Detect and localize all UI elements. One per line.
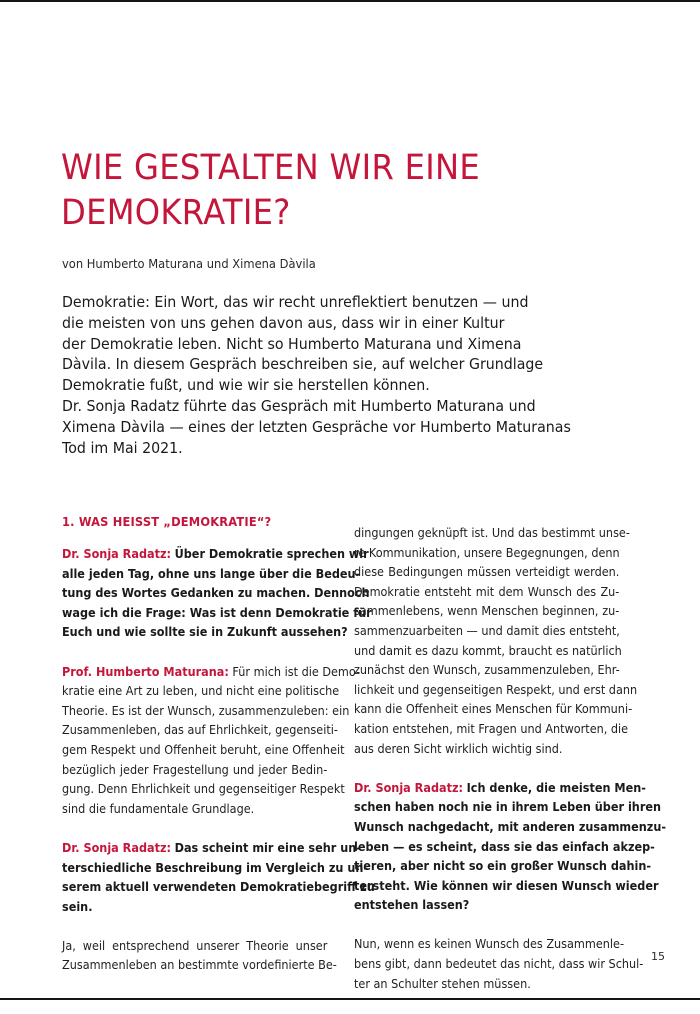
intro-line: Dàvila. In diesem Gespräch beschreiben sie, auf welcher Grundlage (62, 355, 544, 374)
paragraph-line: diese Bedingungen müssen verteidigt werden. (354, 565, 620, 580)
interview-question (62, 839, 375, 917)
paragraph-line: gem Respekt und Offenheit beruht, eine Offenheit (62, 742, 345, 757)
interview-question (354, 779, 667, 916)
article-title (61, 146, 576, 236)
interview-answer (354, 524, 638, 759)
paragraph-line: alle jeden Tag, ohne uns lange über die Bedeu- (62, 566, 361, 581)
paragraph-line: wage ich die Frage: Was ist denn Demokratie für (62, 605, 372, 620)
paragraph-line: zunächst den Wunsch, zusammenzuleben, Ehr- (354, 663, 620, 678)
paragraph-line: serem aktuell verwendeten Demokratiebegriff zu (62, 880, 375, 895)
paragraph-line: Dr. Sonja Radatz: Über Demokratie sprechen wir (62, 547, 369, 561)
top-border-rule (0, 0, 700, 2)
interview-question (62, 545, 372, 643)
paragraph-line: aus deren Sicht wirklich wichtig sind. (354, 741, 563, 756)
paragraph-line: bezüglich jeder Fragestellung und jeder Bedin- (62, 762, 328, 777)
paragraph-line: Zusammenleben, das auf Ehrlichkeit, gegenseiti- (62, 723, 338, 738)
article-intro (62, 292, 571, 458)
paragraph-line: tersteht. Wie können wir diesen Wunsch wieder (354, 878, 659, 893)
intro-line: der Demokratie leben. Nicht so Humberto Maturana und Ximena (62, 334, 522, 353)
paragraph-line: re Kommunikation, unsere Begegnungen, denn (354, 545, 620, 560)
speaker-label: Dr. Sonja Radatz: (354, 780, 464, 795)
paragraph-line: tung des Wortes Gedanken zu machen. Dennoch (62, 586, 370, 601)
interview-answer (62, 937, 337, 976)
paragraph-line: terschiedliche Beschreibung im Vergleich zu un- (62, 860, 369, 875)
interview-answer (354, 935, 644, 994)
interview-answer (62, 663, 361, 820)
paragraph-line: kation entstehen, mit Fragen und Antworten, die (354, 721, 629, 736)
paragraph-line: leben — es scheint, dass sie das einfach akzep- (354, 839, 655, 854)
paragraph-line: ter an Schulter stehen müssen. (354, 976, 531, 991)
intro-line: die meisten von uns gehen davon aus, dass wir in einer Kultur (62, 313, 505, 332)
paragraph-line: gung. Denn Ehrlichkeit und gegenseitiger Respekt (62, 782, 345, 797)
title-line-1: WIE GESTALTEN WIR EINE (61, 148, 480, 188)
section-heading: 1. WAS HEISST „DEMOKRATIE“? (62, 514, 272, 529)
paragraph-line: Prof. Humberto Maturana: Für mich ist die Demo- (62, 664, 361, 679)
paragraph-line: tieren, aber nicht so ein großer Wunsch dahin- (354, 859, 652, 874)
article-byline: von Humberto Maturana und Ximena Dàvila (62, 256, 316, 271)
paragraph-line: Dr. Sonja Radatz: Das scheint mir eine sehr un- (62, 840, 361, 855)
paragraph-line: Euch und wie sollte sie in Zukunft aussehen? (62, 625, 348, 640)
intro-line: Demokratie: Ein Wort, das wir recht unreflektiert benutzen — und (62, 293, 529, 311)
paragraph-line: Nun, wenn es keinen Wunsch des Zusammenle- (354, 937, 625, 952)
speaker-label: Dr. Sonja Radatz: (62, 840, 172, 855)
paragraph-line: kann die Offenheit eines Menschen für Kommuni- (354, 702, 633, 717)
paragraph-line: sind die fundamentale Grundlage. (62, 801, 255, 816)
paragraph-line: Demokratie entsteht mit dem Wunsch des Zu- (354, 584, 620, 599)
speaker-label: Prof. Humberto Maturana: (62, 664, 229, 679)
paragraph-line: bens gibt, dann bedeutet das nicht, dass wir Schul- (354, 957, 644, 972)
intro-line: Demokratie fußt, und wie wir sie herstellen können. (62, 376, 430, 395)
paragraph-line: Wunsch nachgedacht, mit anderen zusammenzu- (354, 819, 667, 834)
paragraph-line: kratie eine Art zu leben, und nicht eine politische (62, 684, 340, 699)
paragraph-line: schen haben noch nie in ihrem Leben über ihren (354, 800, 662, 815)
intro-line: Ximena Dàvila — eines der letzten Gespräche vor Humberto Maturanas (62, 417, 571, 436)
paragraph-line: Zusammenleben an bestimmte vordefinierte Be- (62, 958, 337, 973)
paragraph-line: sammenlebens, wenn Menschen beginnen, zu- (354, 604, 620, 619)
speaker-label: Dr. Sonja Radatz: (62, 547, 172, 561)
page-number: 15 (651, 950, 665, 963)
title-line-2: DEMOKRATIE? (61, 193, 291, 233)
paragraph-line: entstehen lassen? (354, 898, 470, 913)
paragraph-line: sammenzuarbeiten — und damit dies entsteht, (354, 623, 620, 638)
paragraph-line: Theorie. Es ist der Wunsch, zusammenzuleben: ein (62, 703, 350, 718)
paragraph-line: Dr. Sonja Radatz: Ich denke, die meisten Men- (354, 780, 646, 795)
intro-line: Dr. Sonja Radatz führte das Gespräch mit Humberto Maturana und (62, 396, 536, 415)
paragraph-line: und damit es dazu kommt, braucht es natürlich (354, 643, 622, 658)
paragraph-line: lichkeit und gegenseitigen Respekt, und erst dann (354, 682, 638, 697)
left-column (62, 514, 375, 996)
intro-line: Tod im Mai 2021. (62, 438, 183, 457)
paragraph-line: sein. (62, 899, 93, 914)
paragraph-line: Ja, weil entsprechend unserer Theorie unser (62, 938, 328, 953)
paragraph-line: dingungen geknüpft ist. Und das bestimmt unse- (354, 526, 630, 540)
